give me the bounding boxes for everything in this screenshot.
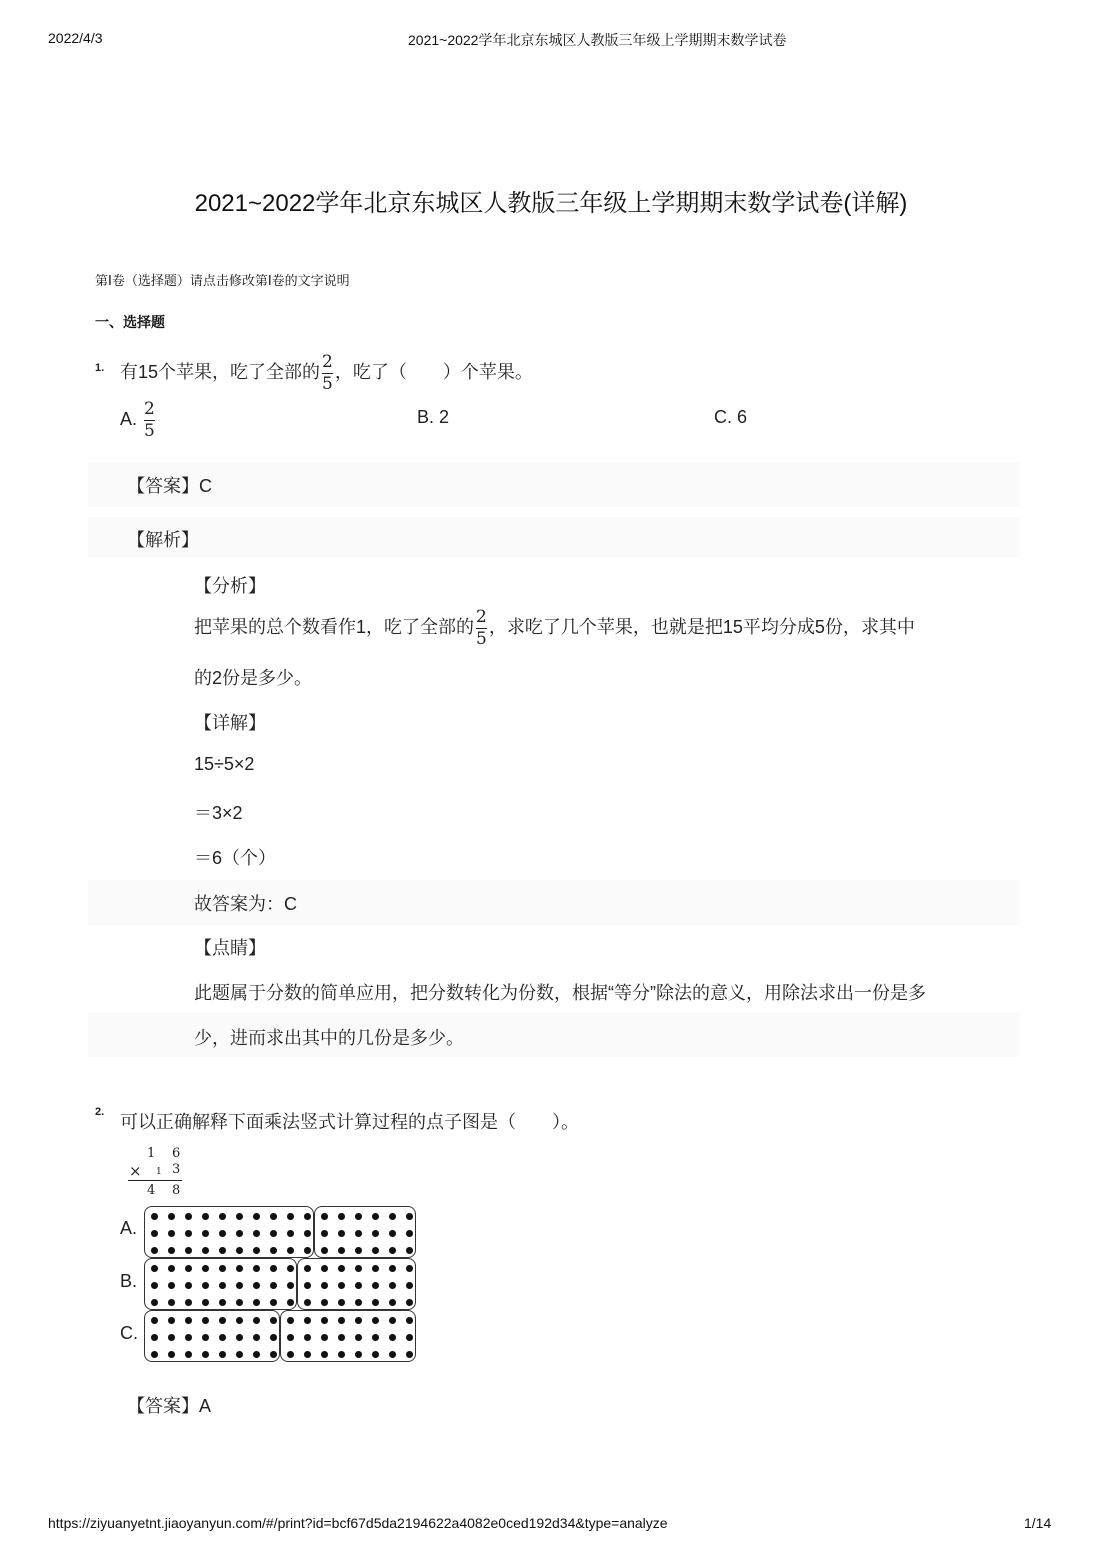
q2-answer: 【答案】A — [127, 1396, 212, 1416]
dot-group-eight-columns-right — [280, 1310, 416, 1362]
vertical-multiplication — [126, 1146, 186, 1201]
q1-fenxi-before: 把苹果的总个数看作1，吃了全部的 — [194, 617, 475, 637]
section-title: 一、选择题 — [95, 314, 165, 330]
q1-dianjing-line1: 此题属于分数的简单应用，把分数转化为份数，根据“等分”除法的意义，用除法求出一份是多 — [194, 983, 926, 1003]
section-note: 第Ⅰ卷（选择题）请点击修改第Ⅰ卷的文字说明 — [95, 273, 350, 288]
vm-times-sign: × — [129, 1162, 142, 1180]
q1-stem-after: ，吃了（ ）个苹果。 — [334, 362, 533, 382]
q1-calc-line1: 15÷5×2 — [194, 754, 255, 774]
q1-option-c[interactable]: C. 6 — [714, 407, 748, 427]
footer-url[interactable]: https://ziyuanyetnt.jiaoyanyun.com/#/print?id=bcf67d5da2194622a4082e0ced192d34&type=analyze — [48, 1515, 668, 1531]
dot-group-nine-columns — [144, 1258, 297, 1310]
vm-carry: 1 — [156, 1167, 162, 1177]
dot-group-eight-columns-left — [144, 1310, 280, 1362]
q1-option-a-fraction — [144, 400, 155, 441]
dot-group-ten-columns — [144, 1206, 314, 1258]
vm-multiplier: 3 — [172, 1162, 181, 1177]
q1-fraction — [322, 353, 333, 394]
question-2-stem: 可以正确解释下面乘法竖式计算过程的点子图是（ ）。 — [120, 1112, 579, 1132]
q1-calc-line3: ＝6（个） — [194, 848, 277, 868]
q2-option-a-label: A. — [120, 1218, 138, 1238]
q1-fenxi-line1 — [194, 603, 915, 651]
vm-result-ones: 8 — [172, 1183, 181, 1198]
q1-xiangjie-heading: 【详解】 — [194, 713, 266, 733]
q1-calc-line2: ＝3×2 — [194, 803, 243, 823]
q1-conclusion: 故答案为：C — [194, 894, 297, 914]
vm-line — [128, 1180, 182, 1181]
q1-analysis-heading: 【解析】 — [127, 530, 199, 550]
q1-fenxi-heading: 【分析】 — [194, 576, 266, 596]
q2-option-c-diagram[interactable] — [144, 1310, 416, 1362]
analysis-band — [88, 517, 1020, 557]
q1-fenxi-after: ，求吃了几个苹果，也就是把15平均分成5份，求其中 — [488, 617, 915, 637]
vm-result-tens: 4 — [147, 1183, 156, 1198]
q1-dianjing-heading: 【点睛】 — [194, 938, 266, 958]
question-1-stem — [120, 348, 533, 396]
dot-group-seven-columns — [297, 1258, 416, 1310]
q1-fenxi-line2: 的2份是多少。 — [194, 668, 313, 688]
vm-top-ones: 6 — [172, 1146, 181, 1161]
footer-page-number: 1/14 — [1024, 1515, 1052, 1531]
q1-dianjing-line2: 少，进而求出其中的几份是多少。 — [194, 1028, 464, 1048]
dot-group-six-columns — [314, 1206, 416, 1258]
q1-frac-num: 2 — [322, 351, 333, 372]
q2-option-c-label: C. — [120, 1323, 138, 1343]
header-date: 2022/4/3 — [48, 30, 103, 46]
q1-stem-before: 有15个苹果，吃了全部的 — [120, 362, 321, 382]
q1-fenxi-frac-den: 5 — [476, 628, 487, 649]
q1-frac-den: 5 — [322, 373, 333, 394]
q2-option-b-label: B. — [120, 1271, 138, 1291]
q1-option-a-den: 5 — [144, 420, 155, 441]
question-1-number: 1. — [95, 362, 105, 374]
q2-option-b-diagram[interactable] — [144, 1258, 416, 1310]
q1-option-b[interactable]: B. 2 — [417, 407, 450, 427]
q1-option-a[interactable] — [120, 395, 157, 443]
vm-top-tens: 1 — [147, 1146, 156, 1161]
q1-fenxi-fraction — [476, 608, 487, 649]
q2-option-a-diagram[interactable] — [144, 1206, 416, 1258]
q1-fenxi-frac-num: 2 — [476, 606, 487, 627]
q1-option-a-num: 2 — [144, 398, 155, 419]
q1-answer: 【答案】C — [127, 476, 212, 496]
question-2-number: 2. — [95, 1106, 105, 1118]
q1-option-a-label: A. — [120, 409, 138, 429]
document-title: 2021~2022学年北京东城区人教版三年级上学期期末数学试卷(详解) — [194, 190, 908, 217]
answer-band — [88, 462, 1020, 507]
header-title: 2021~2022学年北京东城区人教版三年级上学期期末数学试卷 — [408, 32, 787, 48]
